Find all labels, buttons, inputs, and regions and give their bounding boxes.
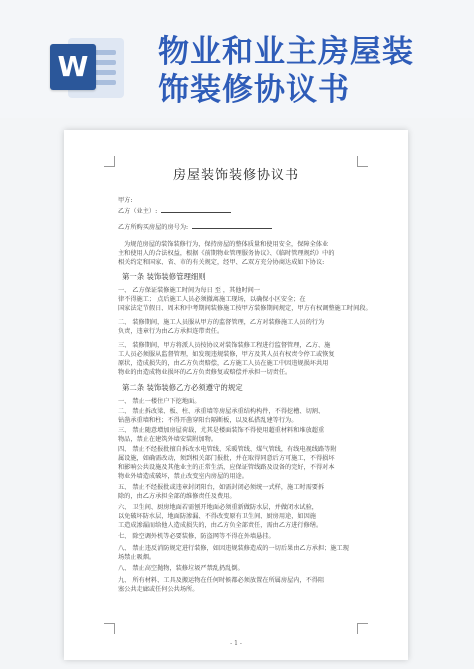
party-a-label: 甲方: (118, 197, 133, 204)
section-2-line: 场禁止吸烟。 (118, 554, 156, 561)
section-2-line: 九、 所有材料、工具及搬运物在任何时候都必须放置在所属房屋内，不得阻 (118, 577, 325, 584)
section-1-line: 物业的由造成物业损坏的乙方负责修复或赔偿并承担一切责任。 (118, 369, 292, 376)
crop-mark-bottom-left (104, 623, 115, 634)
section-2-line: 八、 禁止违反消防规定进行装修，如因违规装修造成的一切后果由乙方承担；施工现 (118, 545, 349, 552)
word-icon-badge (50, 44, 96, 90)
section-2-line: 四、 禁止不经报批擅自拆改水电管线、采暖管线、煤气管线，有线电视线路等附 (118, 446, 337, 453)
section-2-line: 三、 禁止随意增加房屋荷载，尤其是楼面装饰不得使用超重材料和堆放超重 (118, 427, 325, 434)
intro-line: 主和使用人的合法权益，根据《前期物业管理服务协议》、《临时管理规约》中的 (118, 250, 335, 257)
section-1-line: 工人员必须服从监督管理，如发现违规装修，甲方及其人员有权责令停工或恢复 (118, 351, 335, 358)
word-document-icon (50, 30, 124, 102)
headline-line-2: 饰装修协议书 (158, 72, 350, 108)
intro-line: 为规范房屋的装饰装修行为，保持房屋的整体质量和使用安全，保障全体业 (124, 241, 329, 248)
section-1-heading: 第一条 装饰装修管理细则 (122, 272, 206, 281)
section-2-line: 七、 除空调外机等必要装修，防盗网等不得在外墙悬挂。 (118, 533, 275, 540)
house-number-label: 乙方所购买房屋的房号为: (118, 222, 272, 233)
section-2-line: 二、 禁止拆改梁、板、柱、承重墙等房屋承重结构构件，不得挖槽、切割、 (118, 408, 325, 415)
section-2-line: 钻凿承重墙和柱；不得开凿穿阳台隔断板，以及私搭乱建等行为。 (118, 417, 298, 424)
section-1-line: 三、 装修期间，甲方将派人员按协议对装饰装修工程进行监督管理，乙方、施 (118, 342, 331, 349)
section-2-line: 六、 卫生间、厨房地面若需刨开地面必须重新做防水层，并做闭水试验， (118, 504, 318, 511)
hero-banner (0, 0, 474, 118)
section-2-heading: 第二条 装饰装修乙方必须遵守的规定 (122, 383, 243, 392)
page-number: - 1 - (230, 640, 242, 647)
section-2-line: 以免破坏防水层，地面防渗漏、不得改变原有卫生间、厨房用途，如因施 (118, 513, 316, 520)
document-title: 房屋装饰装修协议书 (172, 168, 299, 183)
section-1-line: 负责，违章行为由乙方承担连带责任。 (118, 328, 224, 335)
section-2-line: 五、 禁止不经报批或违章封闭阳台，如需封闭必须统一式样，施工时需要拆 (118, 484, 325, 491)
party-b-label: 乙方（业主）: (118, 206, 231, 217)
word-icon-letter: W (57, 50, 89, 83)
section-2-line: 工造成渗漏而给他人造成损失的，由乙方负全部责任，需由乙方进行修缮。 (118, 522, 323, 529)
intro-line: 相关约定和国家、省、市的有关规定，经甲、乙双方充分协商达成如下协议: (118, 259, 325, 266)
section-2-line: 物业外墙造成破坏，禁止改变室内房屋的用途。 (118, 473, 248, 480)
section-2-line: 和影响公共设施及其他业主的正常生活，应保证管线路及设备的完好，不得对本 (118, 464, 335, 471)
section-2-line: 八、 禁止高空抛物，装修垃圾严禁乱扔乱倒。 (118, 565, 244, 572)
section-1-line: 国家法定节假日、周末和中考期间装修施工按甲方装修期间规定，甲方有权调整施工时间段。 (118, 305, 372, 312)
section-1-line: 二、 装修期间，施工人员服从甲方的监督管理，乙方对装修施工人员的行为 (118, 319, 325, 326)
section-2-line: 一、 禁止一楼住户下挖地面。 (118, 398, 201, 405)
crop-mark-bottom-right (357, 623, 368, 634)
section-2-line: 物品，禁止在建筑外墙安装附加物。 (118, 436, 217, 443)
section-1-line: 律不得施工； 点后施工人员必须撤离施工现场，以确保小区安全；在 (118, 296, 306, 303)
document-page (64, 130, 408, 660)
section-1-line: 原状，造成损失的，由乙方负责赔偿，乙方施工人员在施工中因违规损坏共用 (118, 360, 329, 367)
section-2-line: 塞公共走廊或任何公共场所。 (118, 586, 199, 593)
headline-line-1: 物业和业主房屋装 (158, 34, 414, 70)
section-1-line: 一、 乙方保证装修施工时间为每日 至 ，其他时间一 (118, 287, 261, 294)
section-2-line: 属设施，如确需改动，须到相关部门报批，并在取得同意后方可施工，不得损坏 (118, 455, 335, 462)
section-2-line: 除的，由乙方承担全部的维修责任及费用。 (118, 493, 236, 500)
